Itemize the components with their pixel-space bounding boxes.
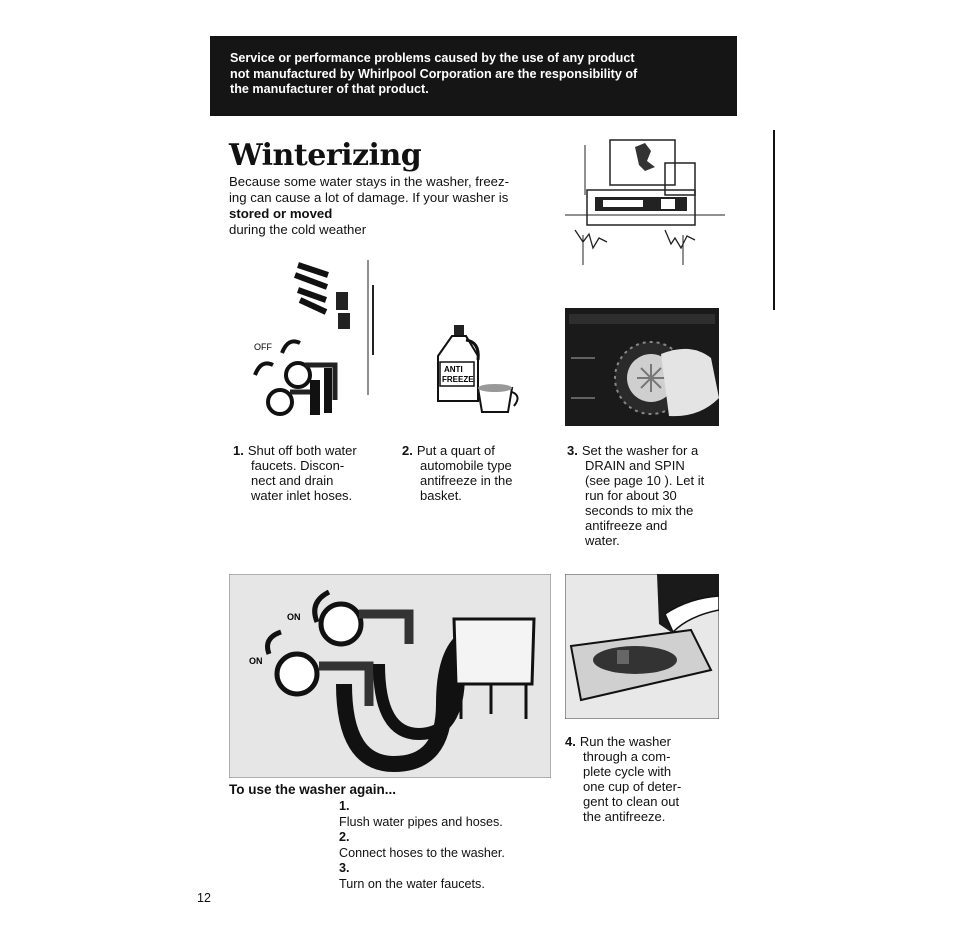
- antifreeze-label-2: FREEZE: [442, 375, 474, 384]
- step-line: nect and drain: [251, 473, 334, 488]
- step-1: [233, 443, 357, 503]
- step-3: [567, 443, 704, 548]
- step-number: 3.: [567, 443, 578, 458]
- list-item-text: Flush water pipes and hoses.: [339, 814, 503, 829]
- intro-line: Because some water stays in the washer, freez-: [229, 174, 509, 189]
- step-line: one cup of deter-: [583, 779, 682, 794]
- reuse-heading: To use the washer again...: [229, 782, 397, 797]
- step-number: 1.: [233, 443, 244, 458]
- step-number: 2.: [402, 443, 413, 458]
- step-line: antifreeze and: [585, 518, 668, 533]
- step-line: through a com-: [583, 749, 671, 764]
- list-item-number: 1.: [339, 799, 350, 813]
- list-item-text: Connect hoses to the washer.: [339, 845, 505, 860]
- step-line: water.: [585, 533, 620, 548]
- page-title: Winterizing: [229, 138, 422, 173]
- list-item: [339, 830, 505, 861]
- list-item: [339, 861, 505, 892]
- step-line: antifreeze in the: [420, 473, 513, 488]
- banner-line: the manufacturer of that product.: [230, 82, 429, 96]
- antifreeze-illustration: [430, 320, 525, 415]
- step-line: Put a quart of: [416, 443, 495, 458]
- step-line: the antifreeze.: [583, 809, 666, 824]
- warning-banner: [210, 36, 737, 116]
- detergent-illustration: [565, 574, 719, 719]
- step-line: seconds to mix the: [585, 503, 694, 518]
- banner-line: not manufactured by Whirlpool Corporation are the responsibility of: [230, 66, 638, 81]
- intro-line: ing can cause a lot of damage. If your washer is: [229, 190, 509, 205]
- step-line: run for about 30: [585, 488, 677, 503]
- step-4: [565, 734, 681, 824]
- washer-room-illustration: [565, 135, 725, 270]
- step-2: [402, 443, 513, 503]
- intro-line-rest: during the cold weather: [229, 222, 367, 237]
- off-label: OFF: [254, 342, 272, 352]
- intro-emphasis: stored or moved: [229, 206, 333, 221]
- step-line: Shut off both water: [247, 443, 357, 458]
- step-number: 4.: [565, 734, 576, 749]
- faucets-on-illustration: [229, 574, 551, 778]
- list-item-text: Turn on the water faucets.: [339, 876, 485, 891]
- step-line: water inlet hoses.: [251, 488, 353, 503]
- control-dial-illustration: [565, 308, 719, 426]
- intro-line: [229, 206, 559, 238]
- step-line: plete cycle with: [583, 764, 672, 779]
- step-line: basket.: [420, 488, 462, 503]
- page-number: 12: [197, 891, 211, 905]
- step-line: Run the washer: [579, 734, 671, 749]
- step-line: gent to clean out: [583, 794, 680, 809]
- margin-rule: [773, 130, 775, 310]
- on-label-upper: ON: [287, 612, 301, 622]
- list-item: [339, 799, 505, 830]
- intro-paragraph: [229, 174, 559, 238]
- banner-line: Service or performance problems caused by the use of any product: [230, 51, 635, 65]
- on-label-lower: ON: [249, 656, 263, 666]
- step-line: DRAIN and SPIN: [585, 458, 685, 473]
- step-line: automobile type: [420, 458, 512, 473]
- step-line: faucets. Discon-: [251, 458, 345, 473]
- step-line: (see page 10 ). Let it: [585, 473, 705, 488]
- list-item-number: 3.: [339, 861, 350, 875]
- step-line: Set the washer for a: [581, 443, 699, 458]
- list-item-number: 2.: [339, 830, 350, 844]
- antifreeze-label-1: ANTI: [444, 365, 463, 374]
- faucets-off-illustration: [250, 250, 380, 420]
- reuse-list: [339, 799, 505, 892]
